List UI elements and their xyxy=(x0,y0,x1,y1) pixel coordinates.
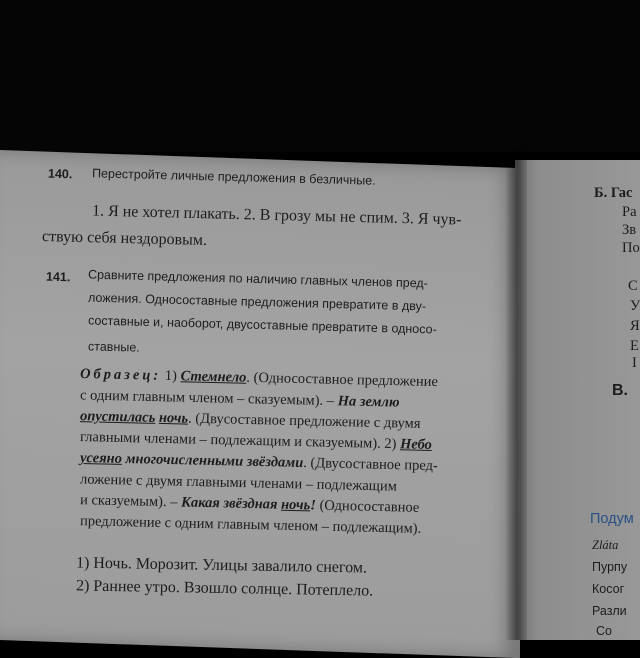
right-page-line: Ра xyxy=(622,204,637,220)
right-page-line: Zláta xyxy=(592,538,619,552)
item-2: 2) Раннее утро. Взошло солнце. Потеплело. xyxy=(75,577,374,600)
book-gutter xyxy=(505,150,527,640)
sample-line-8: предложение с одним главным членом – подлежащим). xyxy=(79,513,422,537)
right-page-line: Со xyxy=(596,624,612,638)
right-page-line: Я xyxy=(630,318,640,334)
exercise-141-task-line-2: ложения. Односоставные предложения превратите в дву- xyxy=(87,290,427,314)
exercise-140-task: Перестройте личные предложения в безличные. xyxy=(91,166,376,188)
right-page-heading: В. xyxy=(612,382,628,399)
right-page-line: У xyxy=(630,298,640,314)
exercise-141-task-line-1: Сравните предложения по наличию главных членов пред- xyxy=(87,267,428,291)
sample-line-6: ложение с двумя главными членами – подлежащим xyxy=(79,471,398,495)
exercise-141-number: 141. xyxy=(45,269,71,285)
right-page-line: Разли xyxy=(592,604,627,618)
sample-label: Образец: xyxy=(79,365,162,384)
right-page-line: Косог xyxy=(592,582,625,596)
exercise-140-number: 140. xyxy=(47,166,73,182)
sample-line-7: и сказуемым). – Какая звёздная ночь! (Односоставное xyxy=(79,492,420,516)
sample-line-2: с одним главным членом – сказуемым). – На землю xyxy=(79,387,400,411)
exercise-140-line-1: 1. Я не хотел плакать. 2. В грозу мы не спим. 3. Я чув- xyxy=(91,202,462,229)
dark-background xyxy=(0,0,640,152)
right-page-line: Пурпу xyxy=(592,560,628,574)
exercise-141-task-line-3: составные и, наоборот, двусоставные превратите в односо- xyxy=(87,313,437,337)
right-page-line: Е xyxy=(630,338,639,354)
right-page-line: Б. Гас xyxy=(594,185,633,201)
exercise-141-task-line-4: ставные. xyxy=(87,339,140,355)
underlined-predicate: Стемнело xyxy=(180,368,247,386)
sample-line-1: Образец: 1) Стемнело. (Односоставное предложение xyxy=(79,365,439,391)
right-page-line: Зв xyxy=(622,222,637,238)
sample-line-4: главными членами – подлежащим и сказуемым). 2) Небо xyxy=(79,429,433,453)
right-page-line: По xyxy=(622,240,640,256)
sample-line-3: опустилась ночь. (Двусоставное предложение с двумя xyxy=(79,408,421,432)
exercise-140-line-2: ствую себя нездоровым. xyxy=(41,227,208,250)
sample-line-5: усеяно многочисленными звёздами. (Двусоставное пред- xyxy=(79,449,438,475)
right-page-line: I xyxy=(632,355,637,371)
right-page-heading-blue: Подум xyxy=(590,511,634,527)
item-1: 1) Ночь. Морозит. Улицы завалило снегом. xyxy=(75,554,368,577)
right-page-line: С xyxy=(628,278,638,294)
